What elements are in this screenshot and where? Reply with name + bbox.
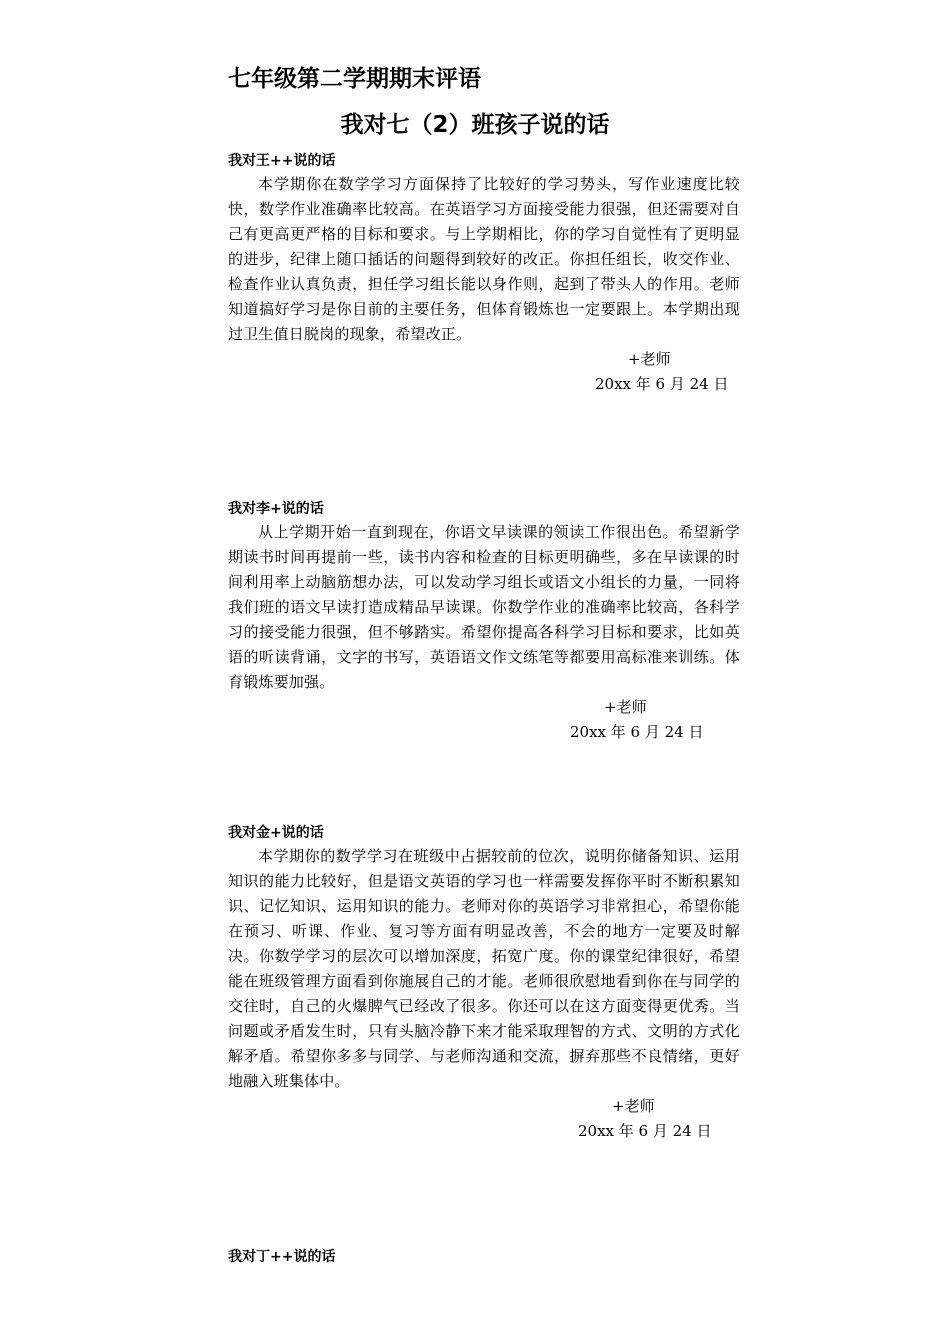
- signature-line: [228, 695, 740, 720]
- signature-line: [228, 1094, 740, 1119]
- comment-date: 20xx 年 6 月 24 日: [578, 1122, 712, 1140]
- comment-section-ding: [228, 1246, 740, 1268]
- comment-date: 20xx 年 6 月 24 日: [595, 375, 729, 393]
- teacher-signature: +老师: [628, 350, 671, 368]
- teacher-signature: +老师: [604, 698, 647, 716]
- document-title: 七年级第二学期期末评语: [228, 66, 481, 92]
- comment-body: 本学期你的数学学习在班级中占据较前的位次，说明你储备知识、运用知识的能力比较好，但是语文英语的学习也一样需要发挥你平时不断积累知识、记忆知识、运用知识的能力。老师对你的英语学习非常担心，希望你能在预习、听课、作业、复习等方面有明显改善，不会的地方一定要及时解决。你数学学习的层次可以增加深度，拓宽广度。你的课堂纪律很好，希望能在班级管理方面看到你施展自己的才能。老师很欣慰地看到你在与同学的交往时，自己的火爆脾气已经改了很多。你还可以在这方面变得更优秀。当问题或矛盾发生时，只有头脑冷静下来才能采取理智的方式、文明的方式化解矛盾。希望你多多与同学、与老师沟通和交流，摒弃那些不良情绪，更好地融入班集体中。: [228, 847, 740, 1090]
- date-line: [228, 1119, 740, 1144]
- comment-body: 从上学期开始一直到现在，你语文早读课的领读工作很出色。希望新学期读书时间再提前一些，读书内容和检查的目标更明确些，多在早读课的时间利用率上动脑筋想办法，可以发动学习组长或语文小组长的力量，一同将我们班的语文早读打造成精品早读课。你数学作业的准确率比较高，各科学习的接受能力很强，但不够踏实。希望你提高各科学习目标和要求，比如英语的听读背诵，文字的书写，英语语文作文练笔等都要用高标准来训练。体育锻炼要加强。: [228, 523, 740, 691]
- comment-section-li: [228, 498, 740, 745]
- date-line: [228, 720, 740, 745]
- teacher-signature: +老师: [612, 1097, 655, 1115]
- comment-section-jin: [228, 822, 740, 1144]
- section-heading: 我对李+说的话: [228, 501, 324, 517]
- comment-body: 本学期你在数学学习方面保持了比较好的学习势头，写作业速度比较快，数学作业准确率比较高。在英语学习方面接受能力很强，但还需要对自己有更高更严格的目标和要求。与上学期相比，你的学习自觉性有了更明显的进步，纪律上随口插话的问题得到较好的改正。你担任组长，收交作业、检查作业认真负责，担任学习组长能以身作则，起到了带头人的作用。老师知道搞好学习是你目前的主要任务，但体育锻炼也一定要跟上。本学期出现过卫生值日脱岗的现象，希望改正。: [228, 175, 740, 343]
- section-heading: 我对王++说的话: [228, 153, 336, 169]
- comment-section-wang: [228, 150, 740, 397]
- signature-line: [228, 347, 740, 372]
- comment-date: 20xx 年 6 月 24 日: [570, 723, 704, 741]
- section-heading: 我对丁++说的话: [228, 1249, 336, 1265]
- section-heading: 我对金+说的话: [228, 825, 324, 841]
- document-subtitle: 我对七（2）班孩子说的话: [340, 112, 610, 138]
- date-line: [228, 372, 740, 397]
